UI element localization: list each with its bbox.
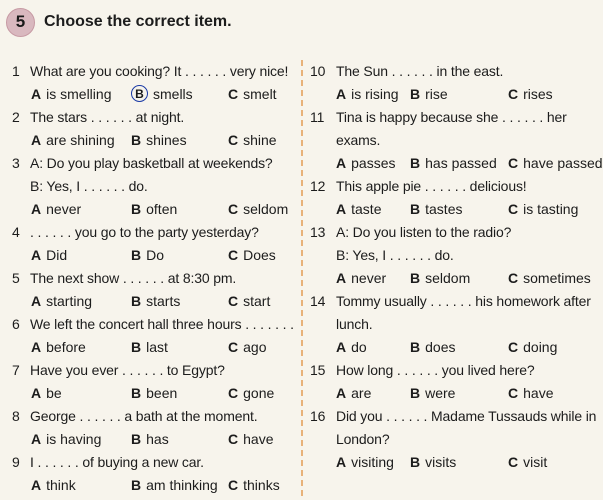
option-text: have <box>243 431 274 447</box>
answer-option-a[interactable] <box>31 428 101 450</box>
question-text: The stars . . . . . . at night. <box>30 109 185 125</box>
question-text: The next show . . . . . . at 8:30 pm. <box>30 270 237 286</box>
option-letter: C <box>508 339 519 355</box>
answer-option-a[interactable] <box>336 451 394 473</box>
option-text: passes <box>351 155 396 171</box>
question-number: 14 <box>310 293 326 309</box>
question-text-line <box>12 106 184 128</box>
option-letter: C <box>228 86 239 102</box>
option-letter: B <box>131 293 142 309</box>
question-number: 10 <box>310 63 326 79</box>
answer-option-c[interactable] <box>508 267 591 289</box>
option-text: starts <box>146 293 181 309</box>
question-text: . . . . . . you go to the party yesterday? <box>30 224 259 240</box>
option-text: seldom <box>425 270 471 286</box>
option-letter: C <box>508 385 519 401</box>
question-text-line <box>310 359 534 381</box>
option-letter: C <box>228 431 239 447</box>
question-text: Tommy usually . . . . . . his homework after <box>336 293 591 309</box>
answer-option-c[interactable] <box>228 244 276 266</box>
option-letter: B <box>410 86 421 102</box>
answer-option-b[interactable] <box>131 129 187 151</box>
option-letter: B <box>410 270 421 286</box>
option-text: is rising <box>351 86 399 102</box>
answer-option-b[interactable] <box>410 267 470 289</box>
question-text: B: Yes, I . . . . . . do. <box>30 178 148 194</box>
option-letter: B <box>131 385 142 401</box>
question-text-line <box>12 313 294 335</box>
option-letter: C <box>508 86 519 102</box>
answer-option-b[interactable] <box>410 152 497 174</box>
answer-option-b[interactable] <box>410 382 455 404</box>
option-letter: A <box>336 155 347 171</box>
option-letter: C <box>508 155 519 171</box>
option-letter: B <box>131 477 142 493</box>
question-text-line <box>310 428 389 450</box>
option-letter: A <box>336 86 347 102</box>
option-text: is smelling <box>46 86 112 102</box>
exercise-number-badge: 5 <box>6 8 35 37</box>
question-text: George . . . . . . a bath at the moment. <box>30 408 258 424</box>
option-letter: B <box>410 454 421 470</box>
question-text: Have you ever . . . . . . to Egypt? <box>30 362 225 378</box>
question-number: 6 <box>12 316 20 332</box>
question-text: The Sun . . . . . . in the east. <box>336 63 504 79</box>
question-text-line <box>310 290 591 312</box>
option-text: never <box>46 201 82 217</box>
option-letter: C <box>228 339 239 355</box>
option-text: are shining <box>46 132 115 148</box>
question-text: A: Do you listen to the radio? <box>336 224 512 240</box>
answer-option-b[interactable] <box>131 474 218 496</box>
option-letter: A <box>31 86 42 102</box>
option-letter: A <box>31 201 42 217</box>
question-text-line <box>310 244 454 266</box>
answer-option-a[interactable] <box>31 244 67 266</box>
question-text: B: Yes, I . . . . . . do. <box>336 247 454 263</box>
question-text: lunch. <box>336 316 373 332</box>
option-text: shines <box>146 132 187 148</box>
option-text: sometimes <box>523 270 591 286</box>
option-letter: A <box>31 385 42 401</box>
answer-option-a[interactable] <box>336 382 371 404</box>
answer-option-c[interactable] <box>508 152 603 174</box>
question-text-line <box>310 175 527 197</box>
answer-option-c[interactable] <box>508 83 553 105</box>
answer-option-a[interactable] <box>336 267 386 289</box>
answer-option-a[interactable] <box>31 290 92 312</box>
answer-option-b[interactable] <box>131 428 169 450</box>
answer-option-c[interactable] <box>508 451 547 473</box>
option-letter: B <box>410 385 421 401</box>
answer-option-c[interactable] <box>228 129 277 151</box>
question-text-line <box>12 359 225 381</box>
option-text: Does <box>243 247 276 263</box>
question-number: 15 <box>310 362 326 378</box>
answer-options-row <box>0 451 603 473</box>
option-letter: C <box>508 201 519 217</box>
question-number: 12 <box>310 178 326 194</box>
option-letter: B <box>131 132 142 148</box>
question-number: 2 <box>12 109 20 125</box>
option-text: smelt <box>243 86 277 102</box>
question-text: How long . . . . . . you lived here? <box>336 362 535 378</box>
option-text: ago <box>243 339 267 355</box>
option-letter: C <box>508 270 519 286</box>
option-letter: A <box>336 454 347 470</box>
option-letter: C <box>228 201 239 217</box>
exercise-title: Choose the correct item. <box>44 13 232 30</box>
answer-option-a[interactable] <box>31 474 76 496</box>
question-text: London? <box>336 431 390 447</box>
question-text: Did you . . . . . . Madame Tussauds while in <box>336 408 597 424</box>
option-letter: B <box>131 247 142 263</box>
question-text: What are you cooking? It . . . . . . very nice! <box>30 63 289 79</box>
answer-options-row <box>0 336 603 358</box>
option-letter: C <box>228 132 239 148</box>
question-number: 8 <box>12 408 20 424</box>
option-text: doing <box>523 339 558 355</box>
answer-options-row <box>0 152 603 174</box>
answer-option-b[interactable] <box>410 451 456 473</box>
answer-option-b[interactable] <box>410 336 455 358</box>
option-text: does <box>425 339 456 355</box>
option-text: start <box>243 293 271 309</box>
answer-option-c[interactable] <box>228 428 273 450</box>
question-number: 7 <box>12 362 20 378</box>
question-text: This apple pie . . . . . . delicious! <box>336 178 527 194</box>
answer-option-b[interactable] <box>410 198 462 220</box>
selected-answer-circle: B <box>131 85 148 102</box>
option-text: never <box>351 270 387 286</box>
question-text-line <box>12 175 148 197</box>
answer-options-row <box>0 428 603 450</box>
option-letter: C <box>228 293 239 309</box>
exercise-header <box>6 7 232 37</box>
answer-option-c[interactable] <box>508 198 578 220</box>
option-letter: C <box>228 477 239 493</box>
option-text: are <box>351 385 372 401</box>
option-text: is tasting <box>523 201 579 217</box>
option-letter: A <box>31 431 42 447</box>
option-letter: A <box>336 385 347 401</box>
question-number: 3 <box>12 155 20 171</box>
answer-options-row <box>0 198 603 220</box>
option-letter: A <box>336 201 347 217</box>
option-letter: B <box>131 339 142 355</box>
option-text: is having <box>46 431 102 447</box>
option-text: gone <box>243 385 275 401</box>
answer-options-row <box>0 83 603 105</box>
question-number: 16 <box>310 408 326 424</box>
question-number: 13 <box>310 224 326 240</box>
option-letter: C <box>228 385 239 401</box>
option-letter: A <box>31 247 42 263</box>
question-text-line <box>310 405 596 427</box>
option-text: were <box>425 385 456 401</box>
option-text: seldom <box>243 201 289 217</box>
answer-option-c[interactable] <box>508 382 553 404</box>
answer-option-b[interactable] <box>131 290 180 312</box>
option-text: Did <box>46 247 68 263</box>
option-letter: B <box>131 431 142 447</box>
option-letter: A <box>336 270 347 286</box>
question-text-line <box>310 313 372 335</box>
option-letter: B <box>410 201 421 217</box>
option-text: tastes <box>425 201 463 217</box>
answer-options-row <box>0 267 603 289</box>
option-text: last <box>146 339 168 355</box>
question-number: 1 <box>12 63 20 79</box>
question-text-line <box>310 129 380 151</box>
option-text: rise <box>425 86 448 102</box>
question-text-line <box>12 60 288 82</box>
option-text: visits <box>425 454 457 470</box>
question-text-line <box>310 106 567 128</box>
option-text: do <box>351 339 367 355</box>
option-text: thinks <box>243 477 280 493</box>
answer-option-c[interactable] <box>508 336 557 358</box>
answer-options-row <box>0 382 603 404</box>
option-text: has passed <box>425 155 497 171</box>
option-letter: B <box>131 201 142 217</box>
option-text: visiting <box>351 454 394 470</box>
answer-option-a[interactable] <box>336 83 399 105</box>
question-text-line <box>12 221 259 243</box>
question-text-line <box>310 60 503 82</box>
answer-options-row <box>0 474 603 496</box>
option-text: rises <box>523 86 553 102</box>
question-text: Tina is happy because she . . . . . . her <box>336 109 567 125</box>
answer-option-a[interactable] <box>31 129 115 151</box>
option-letter: C <box>228 247 239 263</box>
option-letter: B <box>410 339 421 355</box>
answer-option-b[interactable] <box>131 244 164 266</box>
option-letter: A <box>31 132 42 148</box>
question-text: I . . . . . . of buying a new car. <box>30 454 204 470</box>
answer-option-c[interactable] <box>228 474 280 496</box>
question-text-line <box>310 221 511 243</box>
answer-option-c[interactable] <box>228 290 270 312</box>
option-text: think <box>46 477 76 493</box>
option-letter: A <box>336 339 347 355</box>
answer-option-b[interactable] <box>410 83 448 105</box>
option-text: have passed <box>523 155 603 171</box>
question-number: 11 <box>310 109 325 125</box>
option-letter: C <box>508 454 519 470</box>
answer-option-a[interactable] <box>336 336 367 358</box>
answer-options-row <box>0 129 603 151</box>
question-text-line <box>12 405 257 427</box>
option-text: has <box>146 431 169 447</box>
option-text: visit <box>523 454 548 470</box>
option-text: Do <box>146 247 165 263</box>
question-number: 9 <box>12 454 20 470</box>
option-text: am thinking <box>146 477 218 493</box>
option-text: been <box>146 385 178 401</box>
option-text: before <box>46 339 86 355</box>
question-text: exams. <box>336 132 381 148</box>
answer-option-a[interactable] <box>336 152 395 174</box>
option-letter: A <box>31 339 42 355</box>
option-text: have <box>523 385 554 401</box>
option-text: taste <box>351 201 382 217</box>
option-letter: A <box>31 477 42 493</box>
answer-option-a[interactable] <box>336 198 381 220</box>
question-number: 5 <box>12 270 20 286</box>
answer-options-row <box>0 244 603 266</box>
question-text: A: Do you play basketball at weekends? <box>30 155 273 171</box>
option-text: be <box>46 385 62 401</box>
question-text: We left the concert hall three hours . . . . . . . <box>30 316 294 332</box>
option-text: smells <box>153 86 193 102</box>
question-number: 4 <box>12 224 20 240</box>
option-text: often <box>146 201 178 217</box>
option-text: shine <box>243 132 277 148</box>
option-text: starting <box>46 293 93 309</box>
option-letter: B <box>410 155 421 171</box>
option-letter: A <box>31 293 42 309</box>
